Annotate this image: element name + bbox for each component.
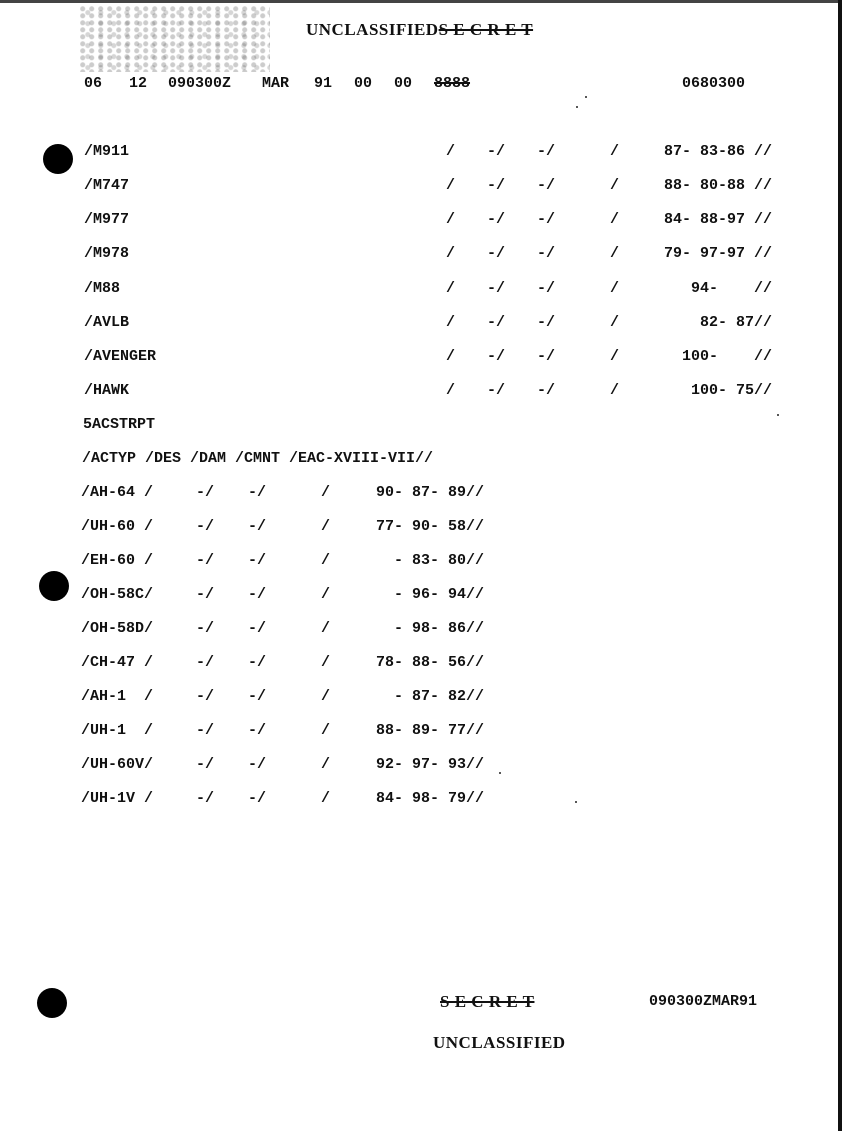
aircraft-dam: -/ — [248, 586, 267, 603]
equipment-sep: / — [446, 143, 456, 160]
aircraft-values: - 83- 80// — [393, 552, 484, 569]
equipment-sep: / — [610, 314, 620, 331]
equipment-name: /HAWK — [84, 382, 130, 399]
aircraft-row — [0, 484, 800, 502]
aircraft-type: /EH-60 / — [81, 552, 154, 569]
aircraft-values: 78- 88- 56// — [375, 654, 484, 671]
aircraft-cmnt: / — [321, 620, 331, 637]
classification-label: UNCLASSIFIED — [306, 20, 439, 39]
scan-dot — [777, 414, 779, 416]
equipment-des: -/ — [487, 348, 506, 365]
aircraft-values: - 87- 82// — [393, 688, 484, 705]
equipment-des: -/ — [487, 314, 506, 331]
aircraft-type: /AH-1 / — [81, 688, 154, 705]
aircraft-dam: -/ — [248, 756, 267, 773]
equipment-dam: -/ — [537, 245, 556, 262]
equipment-sep: / — [610, 211, 620, 228]
aircraft-dam: -/ — [248, 620, 267, 637]
aircraft-des: -/ — [196, 620, 215, 637]
equipment-sep: / — [446, 348, 456, 365]
aircraft-cmnt: / — [321, 722, 331, 739]
equipment-name: /M88 — [84, 280, 121, 297]
aircraft-dam: -/ — [248, 552, 267, 569]
aircraft-row — [0, 518, 800, 536]
aircraft-row — [0, 654, 800, 672]
equipment-sep: / — [610, 280, 620, 297]
aircraft-values: 92- 97- 93// — [375, 756, 484, 773]
equipment-values: 88- 80-88 // — [663, 177, 772, 194]
footer-struck-classification: S E C R E T — [440, 992, 535, 1011]
equipment-sep: / — [610, 245, 620, 262]
aircraft-cmnt: / — [321, 688, 331, 705]
equipment-sep: / — [446, 280, 456, 297]
equipment-name: /M977 — [84, 211, 130, 228]
aircraft-cmnt: / — [321, 484, 331, 501]
equipment-values: 79- 97-97 // — [663, 245, 772, 262]
aircraft-row — [0, 586, 800, 604]
dtg-field-2: 12 — [129, 75, 148, 92]
dtg-field-3: 090300Z — [168, 75, 232, 92]
equipment-row — [0, 245, 800, 263]
aircraft-type: /OH-58C/ — [81, 586, 154, 603]
aircraft-des: -/ — [196, 790, 215, 807]
aircraft-des: -/ — [196, 586, 215, 603]
scan-top-edge — [0, 0, 840, 3]
equipment-des: -/ — [487, 143, 506, 160]
serial-number: 0680300 — [682, 75, 746, 92]
dtg-field-7: 00 — [394, 75, 413, 92]
equipment-sep: / — [446, 211, 456, 228]
equipment-sep: / — [446, 177, 456, 194]
equipment-sep: / — [446, 314, 456, 331]
equipment-row — [0, 143, 800, 161]
equipment-sep: / — [610, 382, 620, 399]
footer-dtg: 090300ZMAR91 — [649, 993, 758, 1010]
aircraft-table-header: /ACTYP /DES /DAM /CMNT /EAC-XVIII-VII// — [82, 450, 434, 467]
dtg-field-5: 91 — [314, 75, 333, 92]
aircraft-row — [0, 722, 800, 740]
aircraft-type: /AH-64 / — [81, 484, 154, 501]
aircraft-des: -/ — [196, 518, 215, 535]
aircraft-values: 77- 90- 58// — [375, 518, 484, 535]
aircraft-des: -/ — [196, 484, 215, 501]
aircraft-row — [0, 552, 800, 570]
equipment-des: -/ — [487, 280, 506, 297]
aircraft-cmnt: / — [321, 552, 331, 569]
scan-dot — [585, 96, 587, 98]
aircraft-des: -/ — [196, 552, 215, 569]
equipment-row — [0, 177, 800, 195]
scan-dot — [576, 106, 578, 108]
equipment-dam: -/ — [537, 348, 556, 365]
equipment-des: -/ — [487, 211, 506, 228]
equipment-values: 100- 75// — [690, 382, 772, 399]
equipment-dam: -/ — [537, 314, 556, 331]
dtg-field-4: MAR — [262, 75, 290, 92]
aircraft-type: /CH-47 / — [81, 654, 154, 671]
aircraft-des: -/ — [196, 722, 215, 739]
equipment-des: -/ — [487, 382, 506, 399]
equipment-dam: -/ — [537, 280, 556, 297]
aircraft-dam: -/ — [248, 790, 267, 807]
aircraft-values: 88- 89- 77// — [375, 722, 484, 739]
equipment-row — [0, 280, 800, 298]
equipment-values: 82- 87// — [699, 314, 772, 331]
aircraft-row — [0, 756, 800, 774]
equipment-des: -/ — [487, 177, 506, 194]
aircraft-cmnt: / — [321, 756, 331, 773]
dtg-field-6: 00 — [354, 75, 373, 92]
equipment-name: /AVLB — [84, 314, 130, 331]
aircraft-des: -/ — [196, 688, 215, 705]
equipment-dam: -/ — [537, 211, 556, 228]
equipment-row — [0, 211, 800, 229]
aircraft-type: /UH-1V / — [81, 790, 154, 807]
aircraft-type: /UH-60 / — [81, 518, 154, 535]
equipment-des: -/ — [487, 245, 506, 262]
equipment-sep: / — [610, 177, 620, 194]
equipment-sep: / — [446, 382, 456, 399]
equipment-values: 84- 88-97 // — [663, 211, 772, 228]
aircraft-values: 90- 87- 89// — [375, 484, 484, 501]
aircraft-values: 84- 98- 79// — [375, 790, 484, 807]
equipment-name: /M911 — [84, 143, 130, 160]
scan-right-edge — [838, 0, 842, 1131]
aircraft-dam: -/ — [248, 654, 267, 671]
aircraft-des: -/ — [196, 756, 215, 773]
punch-hole-bottom — [37, 988, 67, 1018]
equipment-name: /AVENGER — [84, 348, 157, 365]
equipment-row — [0, 382, 800, 400]
equipment-dam: -/ — [537, 177, 556, 194]
equipment-row — [0, 314, 800, 332]
aircraft-values: - 96- 94// — [393, 586, 484, 603]
aircraft-cmnt: / — [321, 790, 331, 807]
aircraft-type: /OH-58D/ — [81, 620, 154, 637]
equipment-name: /M747 — [84, 177, 130, 194]
equipment-sep: / — [610, 143, 620, 160]
aircraft-cmnt: / — [321, 518, 331, 535]
aircraft-type: /UH-1 / — [81, 722, 154, 739]
aircraft-dam: -/ — [248, 484, 267, 501]
equipment-values: 94- // — [690, 280, 772, 297]
header-classification — [306, 20, 533, 40]
aircraft-row — [0, 790, 800, 808]
aircraft-dam: -/ — [248, 688, 267, 705]
dtg-field-8-struck: 8888 — [434, 75, 471, 92]
aircraft-row — [0, 620, 800, 638]
aircraft-dam: -/ — [248, 518, 267, 535]
dtg-field-1: 06 — [84, 75, 103, 92]
equipment-name: /M978 — [84, 245, 130, 262]
aircraft-cmnt: / — [321, 586, 331, 603]
equipment-sep: / — [446, 245, 456, 262]
equipment-dam: -/ — [537, 143, 556, 160]
aircraft-des: -/ — [196, 654, 215, 671]
equipment-dam: -/ — [537, 382, 556, 399]
aircraft-row — [0, 688, 800, 706]
section-label: 5ACSTRPT — [83, 416, 156, 433]
footer-classification: UNCLASSIFIED — [433, 1033, 566, 1052]
scan-noise — [80, 6, 270, 72]
aircraft-dam: -/ — [248, 722, 267, 739]
equipment-sep: / — [610, 348, 620, 365]
aircraft-cmnt: / — [321, 654, 331, 671]
struck-classification: S E C R E T — [438, 20, 534, 39]
equipment-values: 100- // — [681, 348, 772, 365]
equipment-values: 87- 83-86 // — [663, 143, 772, 160]
aircraft-values: - 98- 86// — [393, 620, 484, 637]
aircraft-type: /UH-60V/ — [81, 756, 154, 773]
equipment-row — [0, 348, 800, 366]
